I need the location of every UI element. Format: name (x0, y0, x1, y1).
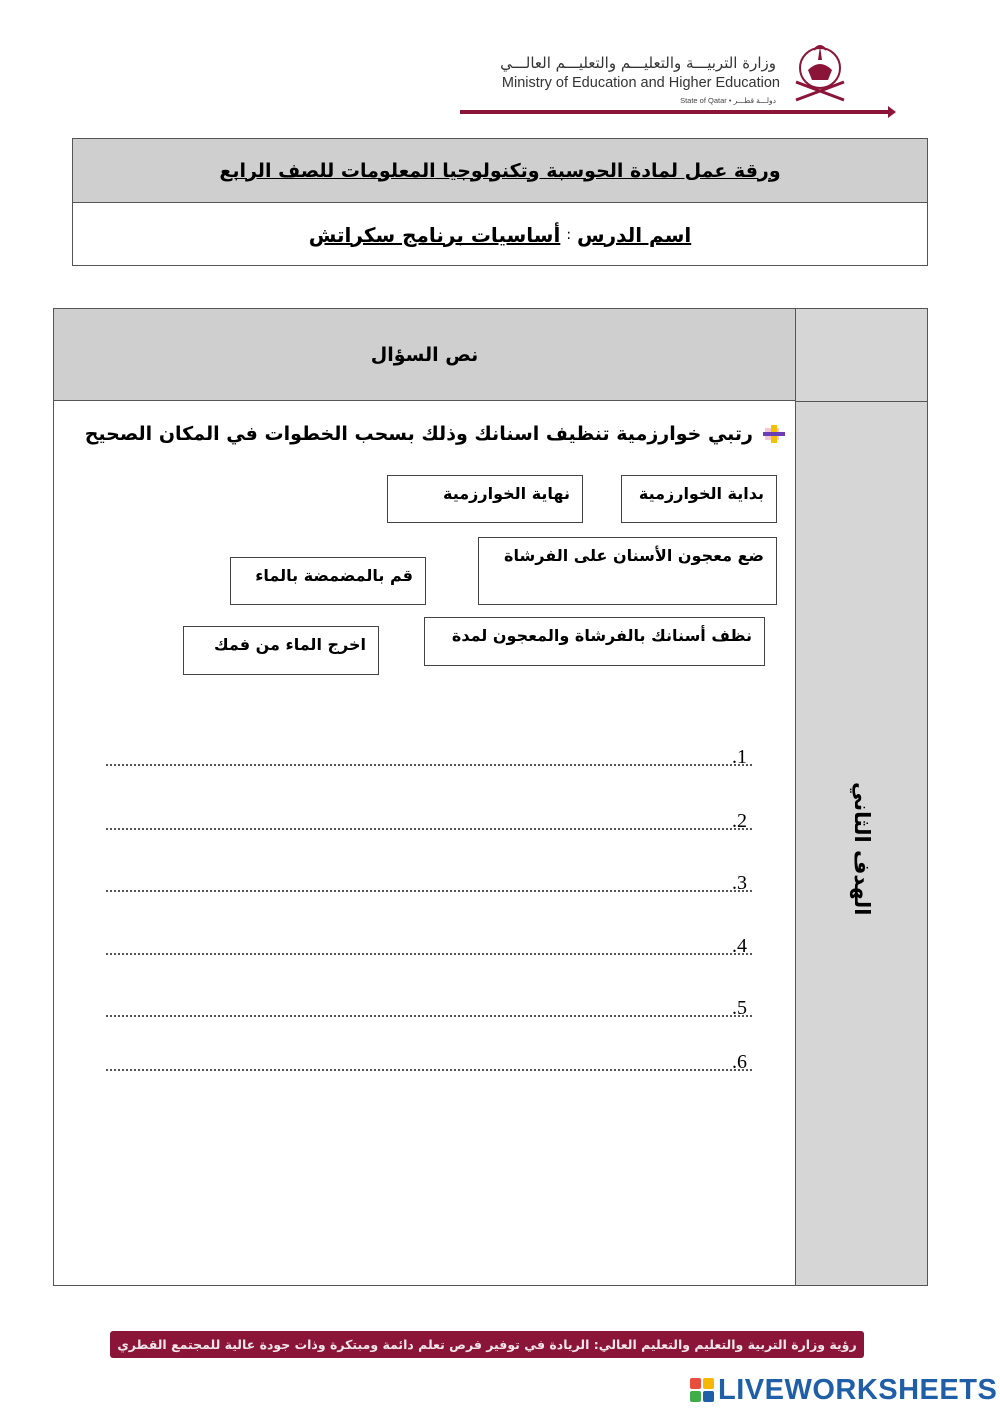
objective-cell (836, 779, 888, 919)
answer-number-4: .4 (732, 935, 747, 957)
worksheet-title: ورقة عمل لمادة الحوسبة وتكنولوجيا المعلومات للصف الرابع (219, 159, 781, 182)
header-divider (460, 110, 892, 114)
answer-drop-zone-2[interactable] (106, 828, 752, 830)
question-table (53, 308, 928, 1286)
vision-banner (110, 1331, 864, 1358)
liveworksheets-wordmark: LIVEWORKSHEETS (718, 1373, 998, 1406)
answer-drop-zone-5[interactable] (106, 1015, 752, 1017)
liveworksheets-logo (690, 1373, 997, 1407)
answer-drop-zone-3[interactable] (106, 890, 752, 892)
step-box-rinse[interactable]: قم بالمضمضة بالماء (230, 557, 426, 605)
lesson-separator: : (566, 226, 572, 243)
objective-label: الهدف الثاني (850, 782, 874, 916)
step-box-toothpaste[interactable]: ضع معجون الأسنان على الفرشاة (478, 537, 777, 605)
question-header-cell (54, 309, 795, 401)
vision-text: رؤية وزارة التربية والتعليم والتعليم العالي: الريادة في توفير فرص تعلم دائمة ومبتكرة وذات جودة عالية للمجتمع القطري (117, 1337, 857, 1352)
objective-column-divider (796, 401, 927, 402)
question-header: نص السؤال (370, 343, 479, 366)
worksheet-title-row (73, 139, 927, 203)
answer-number-2: .2 (732, 810, 747, 832)
answer-number-3: .3 (732, 872, 747, 894)
answer-drop-zone-6[interactable] (106, 1069, 752, 1071)
qatar-emblem-icon (788, 38, 852, 108)
answer-number-6: .6 (732, 1051, 747, 1073)
instruction-row (85, 423, 787, 445)
ministry-logo (460, 30, 900, 125)
lesson-label: اسم الدرس (577, 222, 692, 247)
step-box-spit[interactable]: اخرج الماء من فمك (183, 626, 379, 675)
header-divider-arrow-icon (888, 106, 896, 118)
instruction-text: رتبي خوارزمية تنظيف اسنانك وذلك بسحب الخطوات في المكان الصحيح (84, 423, 753, 445)
ministry-name-english: Ministry of Education and Higher Education (501, 75, 780, 91)
answer-number-1: .1 (732, 746, 747, 768)
step-box-start[interactable]: بداية الخوارزمية (621, 475, 777, 523)
step-box-brush[interactable]: نظف أسنانك بالفرشاة والمعجون لمدة (424, 617, 765, 666)
answer-drop-zone-4[interactable] (106, 953, 752, 955)
answer-drop-zone-1[interactable] (106, 764, 752, 766)
answer-number-5: .5 (732, 997, 747, 1019)
state-of-qatar-label: State of Qatar • دولـــة قطـــر (680, 96, 776, 105)
step-box-end[interactable]: نهاية الخوارزمية (387, 475, 583, 523)
lesson-name: أساسيات برنامج سكراتش (308, 222, 561, 247)
ministry-name-arabic: وزارة التربيـــة والتعليـــم والتعليـــم العالـــي (500, 54, 776, 72)
lesson-row (73, 203, 927, 266)
liveworksheets-mark-icon (690, 1378, 714, 1402)
bullet-pointer-icon (761, 423, 787, 445)
worksheet-title-box (72, 138, 928, 266)
objective-column (795, 309, 927, 1285)
